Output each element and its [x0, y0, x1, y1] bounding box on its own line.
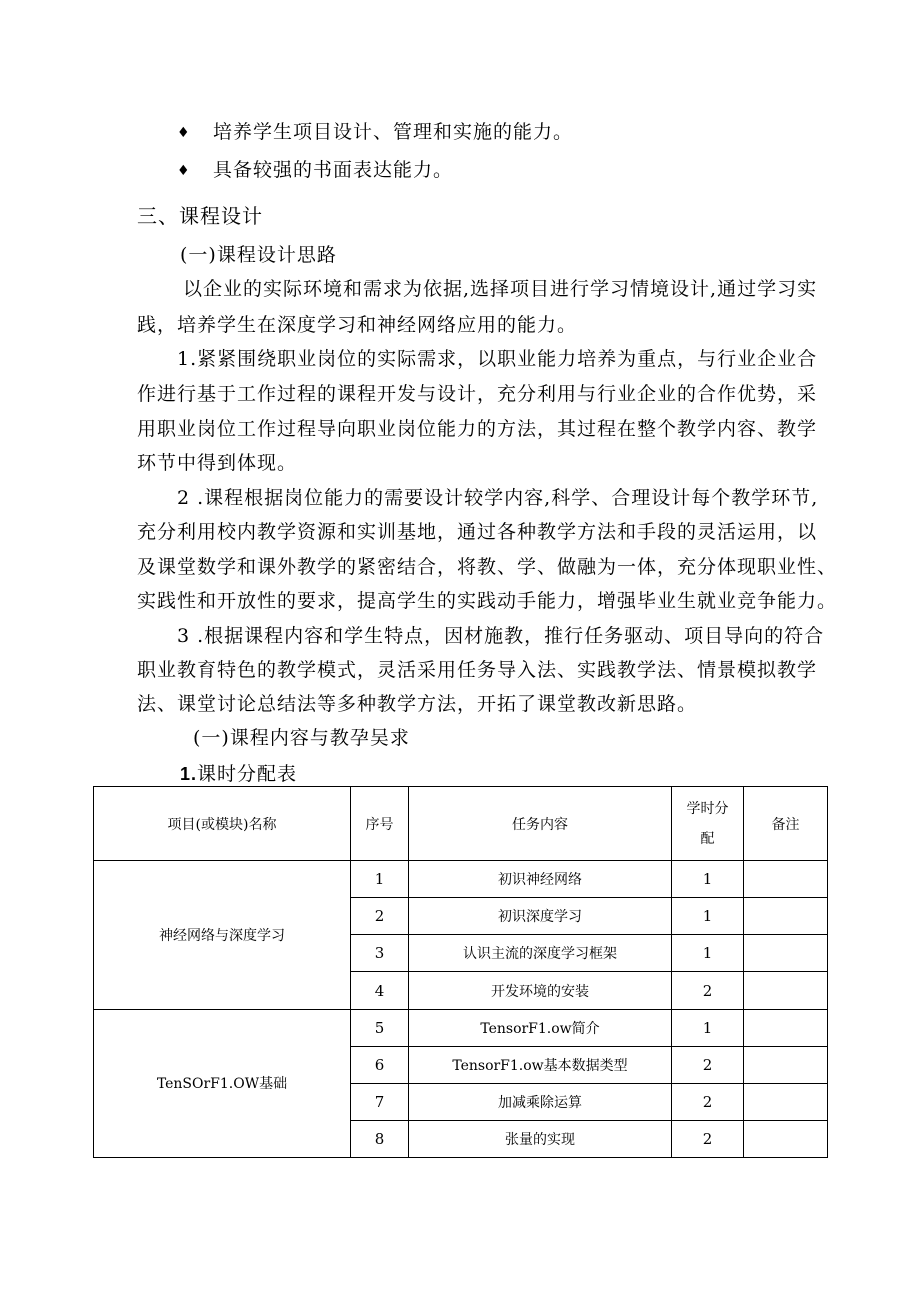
note-cell — [744, 861, 828, 898]
table-caption-number: 1. — [180, 764, 198, 784]
section-heading: 三、课程设计 — [137, 204, 263, 228]
task-cell: TensorF1.ow简介 — [409, 1009, 672, 1046]
hours-cell: 2 — [672, 1046, 744, 1083]
header-module: 项目(或模块)名称 — [94, 787, 351, 861]
bullet-text: 培养学生项目设计、管理和实施的能力。 — [213, 121, 574, 143]
hours-cell: 1 — [672, 898, 744, 935]
paragraph-line: 职业教育特色的教学模式，灵活采用任务导入法、实践教学法、情景模拟教学 — [137, 659, 818, 681]
paragraph-line: 用职业岗位工作过程导向职业岗位能力的方法，其过程在整个教学内容、教学 — [137, 418, 818, 440]
note-cell — [744, 1120, 828, 1157]
hours-cell: 2 — [672, 1120, 744, 1157]
paragraph-line: 以企业的实际环境和需求为依据,选择项目进行学习情境设计,通过学习实 — [183, 278, 818, 300]
paragraph-line: 作进行基于工作过程的课程开发与设计，充分利用与行业企业的合作优势，采 — [137, 383, 818, 405]
seq-cell: 8 — [351, 1120, 409, 1157]
task-cell: 认识主流的深度学习框架 — [409, 935, 672, 972]
note-cell — [744, 935, 828, 972]
task-cell: 加减乘除运算 — [409, 1083, 672, 1120]
paragraph-line: 1.紧紧围绕职业岗位的实际需求，以职业能力培养为重点，与行业企业合 — [177, 348, 818, 370]
header-hours-line2: 配 — [700, 830, 715, 847]
paragraph-line: 践，培养学生在深度学习和神经网络应用的能力。 — [137, 314, 578, 336]
table-row — [94, 861, 828, 898]
hours-cell: 2 — [672, 1083, 744, 1120]
seq-cell: 5 — [351, 1009, 409, 1046]
note-cell — [744, 972, 828, 1009]
diamond-bullet-icon: ♦ — [177, 125, 190, 141]
subsection-heading: (一)课程内容与教孕吴求 — [193, 727, 410, 749]
table-caption-text: 课时分配表 — [197, 763, 298, 785]
note-cell — [744, 898, 828, 935]
paragraph-line: 实践性和开放性的要求，提高学生的实践动手能力，增强毕业生就业竞争能力。 — [137, 590, 838, 612]
seq-cell: 3 — [351, 935, 409, 972]
module-name-cell: 神经网络与深度学习 — [94, 861, 351, 1009]
task-cell: 开发环境的安装 — [409, 972, 672, 1009]
seq-cell: 7 — [351, 1083, 409, 1120]
table-row — [94, 1009, 828, 1046]
seq-cell: 4 — [351, 972, 409, 1009]
task-cell: TensorF1.ow基本数据类型 — [409, 1046, 672, 1083]
header-hours — [672, 787, 744, 861]
task-cell: 初识深度学习 — [409, 898, 672, 935]
hours-cell: 1 — [672, 1009, 744, 1046]
hours-cell: 2 — [672, 972, 744, 1009]
hours-cell: 1 — [672, 861, 744, 898]
note-cell — [744, 1009, 828, 1046]
paragraph-line: 2 .课程根据岗位能力的需要设计较学内容,科学、合理设计每个教学环节, — [177, 487, 819, 509]
paragraph-line: 充分利用校内教学资源和实训基地，通过各种教学方法和手段的灵活运用，以 — [137, 521, 818, 543]
paragraph-line: 环节中得到体现。 — [137, 452, 298, 474]
seq-cell: 6 — [351, 1046, 409, 1083]
header-seq: 序号 — [351, 787, 409, 861]
header-hours-line1: 学时分 — [686, 800, 729, 817]
table-header-row — [94, 787, 828, 861]
seq-cell: 1 — [351, 861, 409, 898]
table-caption — [180, 762, 297, 786]
header-task: 任务内容 — [409, 787, 672, 861]
header-note: 备注 — [744, 787, 828, 861]
paragraph-line: 及课堂数学和课外教学的紧密结合，将教、学、做融为一体，充分体现职业性、 — [137, 556, 838, 578]
diamond-bullet-icon: ♦ — [177, 163, 190, 179]
task-cell: 张量的实现 — [409, 1120, 672, 1157]
module-name-cell: TenSOrF1.OW基础 — [94, 1009, 351, 1157]
paragraph-line: 3 .根据课程内容和学生特点，因材施教，推行任务驱动、项目导向的符合 — [177, 625, 825, 647]
task-cell: 初识神经网络 — [409, 861, 672, 898]
note-cell — [744, 1083, 828, 1120]
paragraph-line: 法、课堂讨论总结法等多种教学方法，开拓了课堂教改新思路。 — [137, 693, 698, 715]
note-cell — [744, 1046, 828, 1083]
hours-cell: 1 — [672, 935, 744, 972]
seq-cell: 2 — [351, 898, 409, 935]
subsection-heading: (一)课程设计思路 — [180, 244, 337, 266]
hours-allocation-table — [93, 786, 828, 1158]
bullet-text: 具备较强的书面表达能力。 — [213, 159, 454, 181]
